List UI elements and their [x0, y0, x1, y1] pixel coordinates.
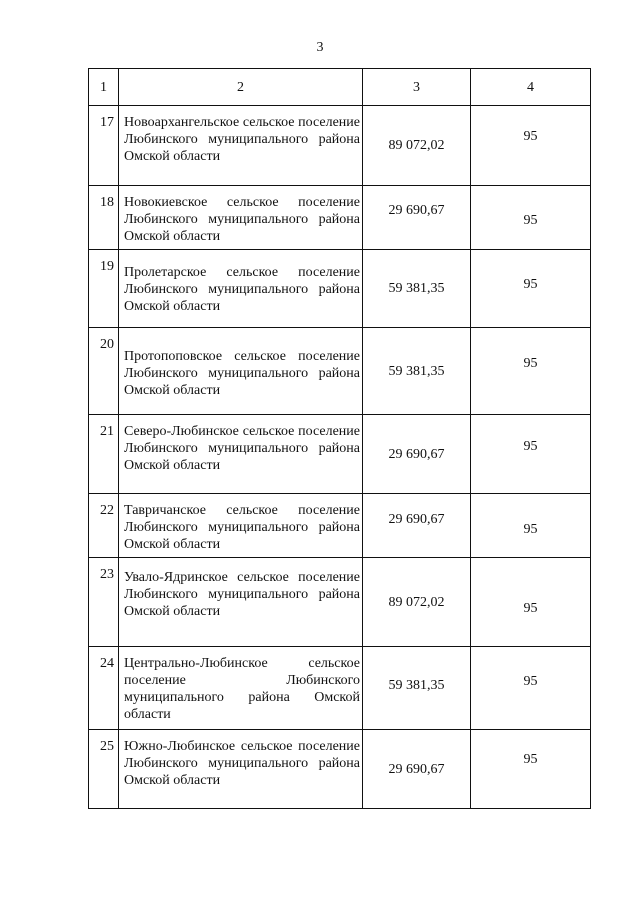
- settlement-name: Новоархангельское сельское поселение Любинского муниципального района Омской области: [119, 106, 363, 186]
- row-number: 17: [89, 106, 119, 186]
- amount-value: 89 072,02: [363, 558, 471, 647]
- settlement-name: Тавричанское сельское поселение Любинского муниципального района Омской области: [119, 494, 363, 558]
- settlement-name: Центрально-Любинское сельское поселение Любинского муниципального района Омской области: [119, 647, 363, 730]
- table-header-row: [89, 69, 591, 106]
- row-number: 21: [89, 415, 119, 494]
- row-number: 19: [89, 250, 119, 328]
- percent-text: 95: [523, 355, 538, 371]
- percent-value: [471, 106, 591, 186]
- percent-value: [471, 415, 591, 494]
- table-row: [89, 250, 591, 328]
- percent-text: 95: [523, 277, 538, 292]
- percent-text: 95: [523, 751, 538, 767]
- percent-text: 95: [523, 129, 538, 144]
- amount-text: 59 381,35: [388, 677, 445, 693]
- amount-value: [363, 186, 471, 250]
- percent-text: 95: [523, 600, 538, 616]
- amount-text: 29 690,67: [388, 203, 445, 218]
- table-row: [89, 106, 591, 186]
- percent-value: [471, 186, 591, 250]
- header-cell-1: 1: [89, 69, 119, 106]
- settlement-name: Новокиевское сельское поселение Любинского муниципального района Омской области: [119, 186, 363, 250]
- percent-text: 95: [523, 213, 538, 228]
- percent-value: [471, 494, 591, 558]
- row-number: 18: [89, 186, 119, 250]
- header-cell-4: 4: [471, 69, 591, 106]
- row-number: 20: [89, 328, 119, 415]
- table-row: [89, 186, 591, 250]
- percent-text: 95: [523, 673, 538, 689]
- amount-value: 59 381,35: [363, 250, 471, 328]
- settlement-name-text: Протопоповское сельское поселение Любинского муниципального района Омской области: [124, 349, 360, 398]
- row-number: 25: [89, 730, 119, 809]
- table-row: [89, 494, 591, 558]
- settlement-name: [119, 328, 363, 415]
- row-number: 24: [89, 647, 119, 730]
- percent-text: 95: [523, 522, 538, 537]
- percent-value: [471, 647, 591, 730]
- settlement-name: Южно-Любинское сельское поселение Любинского муниципального района Омской области: [119, 730, 363, 809]
- settlement-name: Северо-Любинское сельское поселение Любинского муниципального района Омской области: [119, 415, 363, 494]
- allocation-table: [88, 68, 591, 809]
- amount-value: 29 690,67: [363, 730, 471, 809]
- percent-value: [471, 558, 591, 647]
- page-number: 3: [316, 40, 324, 55]
- amount-value: 89 072,02: [363, 106, 471, 186]
- table-row: [89, 730, 591, 809]
- settlement-name-text: Пролетарское сельское поселение Любинского муниципального района Омской области: [124, 265, 360, 314]
- settlement-name-text: Увало-Ядринское сельское поселение Любинского муниципального района Омской области: [124, 570, 360, 619]
- header-cell-2: 2: [119, 69, 363, 106]
- settlement-name: [119, 250, 363, 328]
- table-row: [89, 415, 591, 494]
- row-number: 22: [89, 494, 119, 558]
- table-row: [89, 328, 591, 415]
- settlement-name: [119, 558, 363, 647]
- percent-value: [471, 730, 591, 809]
- percent-text: 95: [523, 438, 538, 454]
- amount-value: [363, 494, 471, 558]
- percent-value: [471, 250, 591, 328]
- header-cell-3: 3: [363, 69, 471, 106]
- amount-text: 29 690,67: [388, 512, 445, 527]
- amount-value: 29 690,67: [363, 415, 471, 494]
- percent-value: [471, 328, 591, 415]
- table-row: [89, 647, 591, 730]
- table-row: [89, 558, 591, 647]
- amount-value: 59 381,35: [363, 328, 471, 415]
- row-number: 23: [89, 558, 119, 647]
- amount-value: [363, 647, 471, 730]
